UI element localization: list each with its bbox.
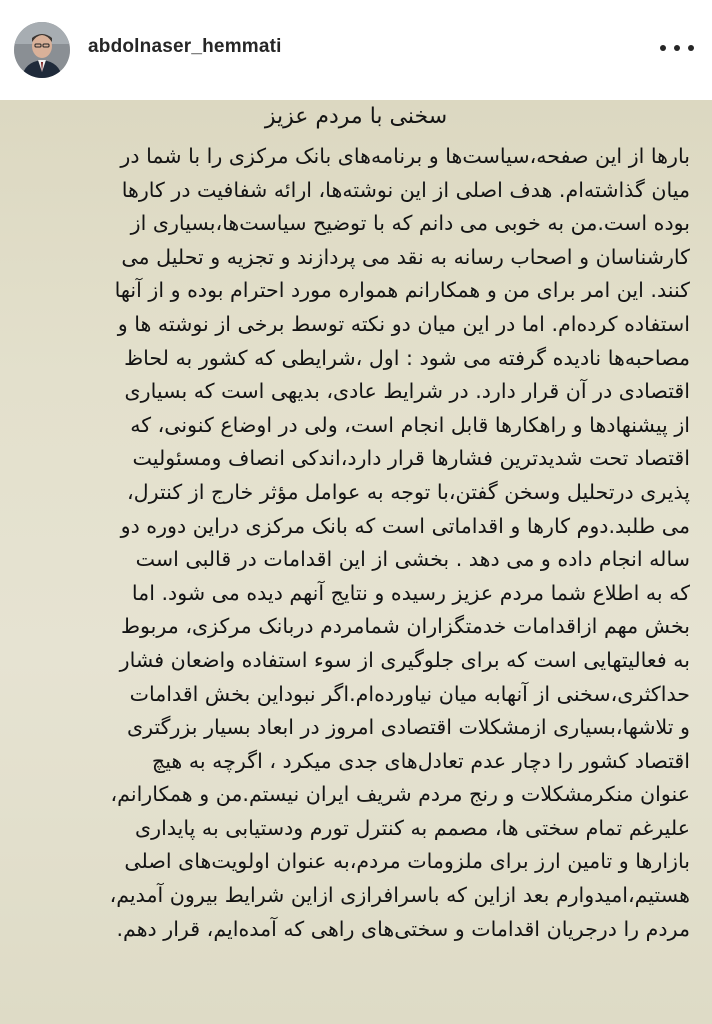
more-options-button[interactable] [660, 36, 694, 60]
post-line: بخش مهم ازاقدامات خدمتگزاران شمامردم دربانک مرکزی، مربوط [121, 614, 690, 639]
post-header [0, 0, 712, 100]
post-body [28, 140, 690, 946]
post-line: و تلاشها،بسیاری ازمشکلات اقتصادی امروز در ابعاد بسیار بزرگتری [126, 715, 690, 740]
post-line: می طلبد.دوم کارها و اقداماتی است که بانک مرکزی دراین دوره دو [120, 513, 690, 538]
post-line: ساله انجام داده و می دهد . بخشی از این اقدامات در قالبی است [135, 547, 690, 572]
more-horizontal-icon [660, 45, 666, 51]
more-horizontal-icon-dot [688, 45, 694, 51]
username[interactable]: abdolnaser_hemmati [88, 36, 282, 57]
post-image [0, 100, 712, 1024]
post-title: سخنی با مردم عزیز [264, 104, 448, 129]
post-line: پذیری درتحلیل وسخن گفتن،با توجه به عوامل مؤثر خارج از کنترل، [127, 479, 690, 504]
post-line: اقتصادی در آن قرار دارد. در شرایط عادی، بدیهی است که بسیاری [124, 379, 690, 404]
post-line: کارشناسان و اصحاب رسانه به نقد می پردازند و تجزیه و تحلیل می [121, 244, 690, 269]
post-line: مردم را درجریان اقدامات و سختی‌های راهی که آمده‌ایم، قرار دهم. [116, 916, 690, 941]
post-line: بارها از این صفحه،سیاست‌ها و برنامه‌های بانک مرکزی را با شما در [120, 144, 690, 168]
post-line: به فعالیتهایی است که برای جلوگیری از سوء استفاده واضعان فشار [119, 647, 690, 672]
post-line: از پیشنهادها و راهکارها قابل انجام است، ولی در اوضاع کنونی، که [130, 412, 690, 437]
post-line: میان گذاشته‌ام. هدف اصلی از این نوشته‌ها، ارائه شفافیت در کارها [121, 177, 690, 202]
profile-photo-icon [14, 22, 70, 78]
post-line: استفاده کرده‌ام. اما در این میان دو نکته توسط برخی از نوشته ها و [117, 311, 690, 336]
post-line: بازارها و تامین ارز برای ملزومات مردم،به عنوان اولویت‌های اصلی [124, 849, 690, 874]
post-line: حداکثری،سخنی از آنهابه میان نیاورده‌ام.اگر نبوداین بخش اقدامات [129, 681, 690, 706]
post-line: علیرغم تمام سختی ها، مصمم به کنترل تورم ودستیابی به پایداری [135, 815, 690, 840]
post-line: که به اطلاع شما مردم عزیز رسیده و نتایج آنهم دیده می شود. اما [131, 580, 690, 605]
avatar[interactable] [14, 22, 70, 78]
post-line: کنند. این امر برای من و همکارانم همواره مورد احترام بوده و از آنها [114, 278, 690, 303]
post-line: اقتصاد کشور را دچار عدم تعادل‌های جدی میکرد ، اگرچه به هیچ [151, 748, 690, 773]
post-line: عنوان منکرمشکلات و رنج مردم شریف ایران نیستم.من و همکارانم، [110, 782, 690, 807]
post-line: اقتصاد تحت شدیدترین فشارها قرار دارد،اندکی انصاف ومسئولیت [132, 446, 690, 471]
post-line: مصاحبه‌ها نادیده گرفته می شود : اول ،شرایطی که کشور به لحاظ [124, 345, 690, 370]
post-line: هستیم،امیدوارم بعد ازاین که باسرافرازی ازاین شرایط بیرون آمدیم، [109, 883, 690, 908]
post-line: بوده است.من به خوبی می دانم که با توضیح سیاست‌ها،بسیاری از [130, 211, 690, 236]
more-horizontal-icon-dot [674, 45, 680, 51]
